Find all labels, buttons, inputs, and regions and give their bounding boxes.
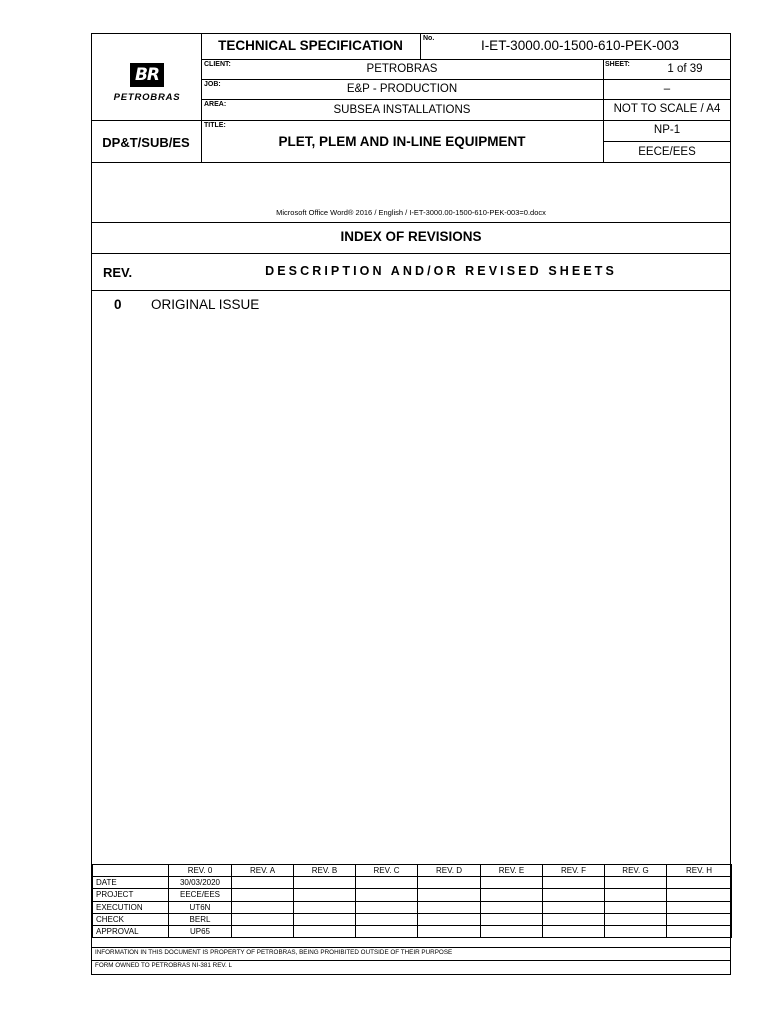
table-cell: [294, 877, 356, 889]
job-value: E&P - PRODUCTION: [346, 83, 458, 95]
table-cell: [93, 865, 169, 877]
table-cell: [418, 901, 481, 913]
document-number: I-ET-3000.00-1500-610-PEK-003: [480, 38, 680, 53]
area-label: AREA:: [204, 101, 227, 108]
np-value: NP-1: [653, 124, 681, 136]
client-label: CLIENT:: [204, 61, 231, 68]
description-column-header: DESCRIPTION AND/OR REVISED SHEETS: [265, 264, 617, 278]
divider: [201, 99, 731, 100]
divider: [91, 222, 731, 223]
area-value: SUBSEA INSTALLATIONS: [333, 104, 471, 116]
table-cell: [232, 925, 294, 937]
divider: [91, 253, 731, 254]
table-cell: EECE/EES: [169, 889, 232, 901]
table-cell: [667, 913, 732, 925]
petrobras-logo-text: PETROBRAS: [113, 92, 181, 103]
table-cell: [667, 925, 732, 937]
table-cell: 30/03/2020: [169, 877, 232, 889]
table-cell: [481, 889, 543, 901]
table-cell: [481, 901, 543, 913]
table-cell: [356, 901, 418, 913]
doc-type: TECHNICAL SPECIFICATION: [218, 38, 403, 53]
table-row: [93, 889, 732, 901]
table-cell: [543, 913, 605, 925]
table-header: REV. 0: [169, 865, 232, 877]
table-header-row: [93, 865, 732, 877]
table-header: REV. E: [481, 865, 543, 877]
scale-value: NOT TO SCALE / A4: [613, 103, 721, 115]
table-cell: [667, 901, 732, 913]
revision-approval-table: [92, 864, 732, 938]
table-row: [93, 877, 732, 889]
table-cell: [667, 877, 732, 889]
table-cell: [543, 925, 605, 937]
job-right-value: –: [663, 83, 671, 95]
revision-description: ORIGINAL ISSUE: [151, 297, 260, 312]
revision-number: 0: [114, 297, 122, 312]
divider: [201, 59, 731, 60]
table-cell: [294, 913, 356, 925]
table-cell: [605, 925, 667, 937]
table-cell: [481, 877, 543, 889]
table-row: [93, 901, 732, 913]
table-cell: [418, 925, 481, 937]
client-value: PETROBRAS: [366, 63, 438, 75]
sheet-label: SHEET:: [605, 61, 630, 68]
row-label: DATE: [93, 877, 169, 889]
table-cell: [356, 925, 418, 937]
table-cell: [481, 913, 543, 925]
table-cell: [605, 901, 667, 913]
index-title: INDEX OF REVISIONS: [340, 229, 482, 244]
table-cell: [543, 877, 605, 889]
table-header: REV. G: [605, 865, 667, 877]
number-label: No.: [423, 35, 435, 42]
department: DP&T/SUB/ES: [102, 135, 190, 150]
table-cell: [605, 877, 667, 889]
file-info: Microsoft Office Word® 2016 / English / I-ET-3000.00-1500-610-PEK-003=0.docx: [276, 208, 546, 217]
sheet-value: 1 of 39: [667, 63, 703, 75]
divider: [420, 33, 421, 59]
table-cell: UP65: [169, 925, 232, 937]
table-cell: [418, 889, 481, 901]
document-title: PLET, PLEM AND IN-LINE EQUIPMENT: [278, 134, 526, 149]
row-label: EXECUTION: [93, 901, 169, 913]
table-cell: [543, 901, 605, 913]
table-header: REV. C: [356, 865, 418, 877]
table-cell: [667, 889, 732, 901]
divider: [603, 141, 731, 142]
table-cell: [543, 889, 605, 901]
table-cell: BERL: [169, 913, 232, 925]
table-row: [93, 913, 732, 925]
table-header: REV. H: [667, 865, 732, 877]
table-header: REV. D: [418, 865, 481, 877]
table-cell: [356, 913, 418, 925]
table-cell: [232, 889, 294, 901]
table-header: REV. B: [294, 865, 356, 877]
table-cell: [418, 877, 481, 889]
petrobras-logo-mark: BR: [130, 63, 164, 87]
table-cell: [294, 889, 356, 901]
table-header: REV. F: [543, 865, 605, 877]
table-cell: [294, 925, 356, 937]
row-label: CHECK: [93, 913, 169, 925]
table-header: REV. A: [232, 865, 294, 877]
property-notice: INFORMATION IN THIS DOCUMENT IS PROPERTY OF PETROBRAS, BEING PROHIBITED OUTSIDE OF THEIR PURPOSE: [92, 947, 731, 958]
table-cell: [356, 877, 418, 889]
table-cell: [605, 913, 667, 925]
table-cell: [418, 913, 481, 925]
table-cell: [232, 913, 294, 925]
table-cell: [481, 925, 543, 937]
document-frame: [91, 33, 731, 975]
form-notice: FORM OWNED TO PETROBRAS NI-381 REV. L: [92, 960, 731, 975]
divider: [91, 120, 731, 121]
divider: [91, 162, 731, 163]
row-label: APPROVAL: [93, 925, 169, 937]
job-label: JOB:: [204, 81, 221, 88]
table-cell: [232, 877, 294, 889]
table-row: [93, 925, 732, 937]
table-cell: [232, 901, 294, 913]
rev-column-header: REV.: [103, 265, 133, 280]
table-cell: [356, 889, 418, 901]
table-cell: UT6N: [169, 901, 232, 913]
table-cell: [294, 901, 356, 913]
divider: [201, 79, 731, 80]
table-cell: [605, 889, 667, 901]
group-value: EECE/EES: [638, 146, 696, 158]
divider: [91, 290, 731, 291]
title-label: TITLE:: [204, 122, 226, 129]
row-label: PROJECT: [93, 889, 169, 901]
